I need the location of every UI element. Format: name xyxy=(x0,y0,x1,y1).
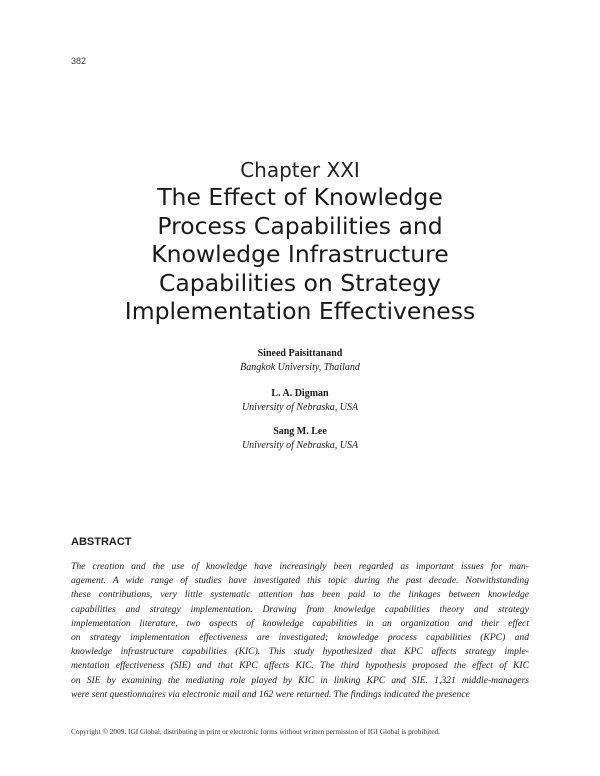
author-affiliation: University of Nebraska, USA xyxy=(241,440,359,451)
author-1 xyxy=(0,347,600,375)
author-name: L. A. Digman xyxy=(271,388,329,399)
chapter-title xyxy=(40,183,560,326)
title-line: Process Capabilities and xyxy=(157,211,443,240)
abstract-body xyxy=(71,560,529,702)
abstract-line: capabilities and strategy implementation. Drawing from knowledge capabilities theory and strategy xyxy=(71,603,529,615)
author-name: Sang M. Lee xyxy=(273,426,327,437)
abstract-line: mentation effectiveness (SIE) and that KPC affects KIC. The third hypothesis proposed the effect of KIC xyxy=(71,660,529,672)
page-number: 382 xyxy=(71,56,87,66)
author-name: Sineed Paisittanand xyxy=(257,348,343,359)
abstract-heading: ABSTRACT xyxy=(71,536,132,548)
author-affiliation: Bangkok University, Thailand xyxy=(240,362,360,373)
abstract-line: The creation and the use of knowledge have increasingly been regarded as important issues for man- xyxy=(71,561,529,572)
abstract-line: on SIE by examining the mediating role played by KIC in linking KPC and SIE. 1,321 middle-managers xyxy=(71,674,529,686)
abstract-line: implementation literature, two aspects of knowledge capabilities in an organization and their effect xyxy=(71,617,529,629)
title-line: Knowledge Infrastructure xyxy=(151,240,449,268)
author-3 xyxy=(0,425,600,453)
title-line: The Effect of Knowledge xyxy=(157,183,443,211)
copyright-notice: Copyright © 2009, IGI Global, distributing in print or electronic forms without written permission of IGI Global is prohibited. xyxy=(71,727,440,736)
title-line: Implementation Effectiveness xyxy=(124,297,476,325)
author-2 xyxy=(0,387,600,415)
author-affiliation: University of Nebraska, USA xyxy=(241,402,359,413)
abstract-line: these contributions, very little systematic attention has been paid to the linkages between knowledge xyxy=(71,589,529,601)
title-line: Capabilities on Strategy xyxy=(159,268,441,297)
abstract-line: knowledge infrastructure capabilities (KIC). This study hypothesized that KPC affects strategy imple- xyxy=(71,646,529,658)
chapter-label: Chapter XXI xyxy=(240,158,360,182)
abstract-line: were sent questionnaires via electronic mail and 162 were returned. The findings indicated the presence xyxy=(71,688,470,700)
abstract-line: agement. A wide range of studies have investigated this topic during the past decade. Notwithstanding xyxy=(71,575,529,587)
abstract-line: on strategy implementation effectiveness are investigated; knowledge process capabilities (KPC) and xyxy=(71,632,529,644)
